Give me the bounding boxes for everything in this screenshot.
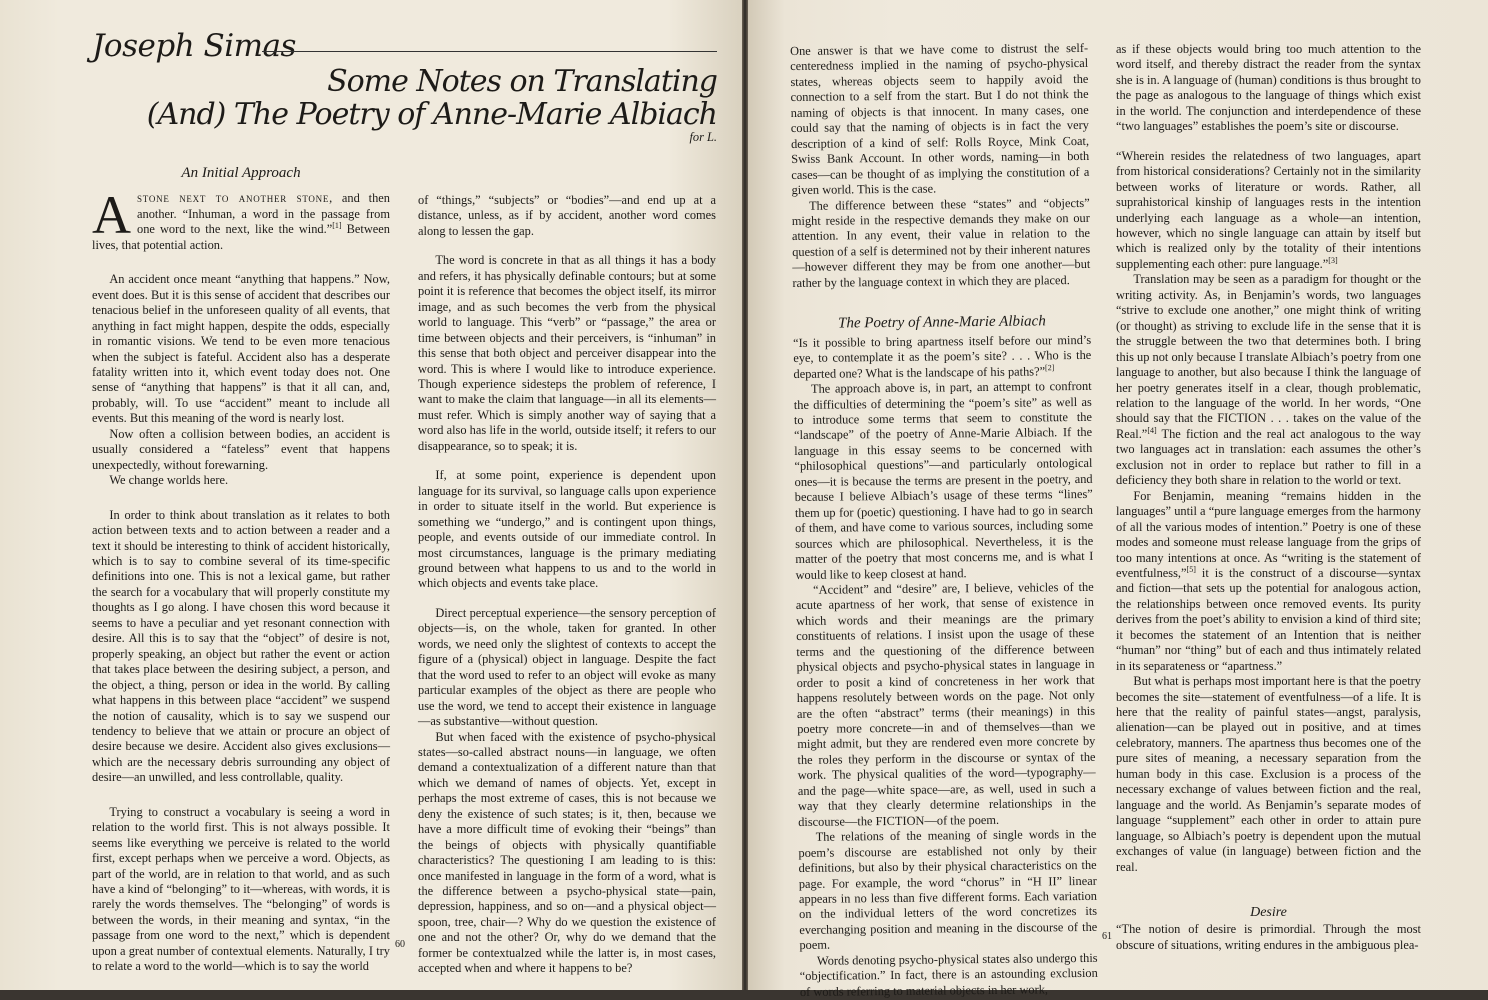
opening-text: and then another. “Inhuman, a word in the passage from one word to the next, like the wind.” (137, 191, 390, 237)
paragraph-tail: The fiction and the real act analogous to the way two languages act in translation: each assumes the other’s exclusion not in order to replace but rather to fill in a deficiency they both share in relation to the world or text. (1116, 426, 1421, 488)
paragraph: If, at some point, experience is dependent upon language for its survival, so language calls upon experience in order to situate itself in the world. But experience is something we “undergo,” and is contingent upon things, people, and events outside of our immediate control. In most circumstances, language is the primary mediating ground between what happens to us and to the world in which objects and events take place. (418, 468, 716, 591)
author-name: Joseph Simas (92, 28, 296, 64)
dedication: for L. (689, 130, 717, 144)
left-page (0, 0, 742, 990)
footnote-ref: [4] (1147, 425, 1157, 435)
drop-cap: A (92, 185, 131, 246)
right-column-2 (1116, 42, 1421, 953)
article-title-line1: Some Notes on Translating (327, 64, 717, 99)
paragraph: Direct perceptual experience—the sensory perception of objects—is, on the whole, taken for granted. In other words, we need only the slightest of contexts to accept the figure of a (physical) object in language. Despite the fact that the word used to refer to an object will evoke as many particular examples of the object as there are people who use the word, we tend to accept their existence in language—as substantive—without question. (418, 605, 716, 729)
quote-text: “Wherein resides the relatedness of two languages, apart from historical considerations? Certainly not in the similarity between works of literature or words. Rather, all suprahistorical kinship of languages rests in the intention underlying each language as a whole—an intention, however, which no single language can attain by itself but which is realized only by the totality of their intentions supplementing each other: pure language.” (1116, 148, 1421, 271)
opening-small-caps: stone next to another stone, (137, 191, 333, 206)
footnote-ref: [5] (1186, 564, 1196, 574)
page-number-left: 60 (395, 939, 405, 950)
epigraph-quote (793, 333, 1091, 382)
paragraph: “The notion of desire is primordial. Through the most obscure of situations, writing endures in the ambiguous plea- (1116, 922, 1421, 952)
paragraph: Trying to construct a vocabulary is seeing a word in relation to the world first. This is not always possible. It seems like everything we perceive is related to the world first, except perhaps when we perceive a word. Objects, as part of the world, are in relation to that world, and as such have a kind of “belonging” to it—whereas, with words, it is rarely the words themselves. The “belonging” of words is between the words, in their meaning and syntax, “in the passage from one word to the next,” which is dependent upon a great number of contextual elements. Naturally, I try to relate a word to the world—which is to say the world (92, 804, 390, 974)
paragraph: as if these objects would bring too much attention to the word itself, and thereby distract the reader from the syntax she is in. A language of (human) conditions is thus brought to the page as analogous to the language of things which exist in the world. The conjunction and interdependence of these “two languages” establishes the poem’s site or discourse. (1116, 42, 1421, 134)
paragraph (1116, 489, 1421, 674)
paragraph: The difference between these “states” and “objects” might reside in the respective demands they make on our attention. In any event, their value in relation to the question of a self is determined not by their inherent natures—however different they may be from one another—but rather by the language context in which they are placed. (791, 195, 1091, 290)
paragraph: In order to think about translation as it relates to both action between texts and to action between a reader and a text it should be interesting to think of accident historically, which is to say to combine several of its time-specific definitions into one. This is not a lexical game, but rather the search for a vocabulary that will properly constitute my thoughts as I go along. I have chosen this word because it seems to have a peculiar and yet resonant connection with desire. All this is to say that the “object” of desire is not, properly speaking, an object but rather the event or action that takes place between the desiring subject, a person, and the object, a thing, person or idea in the world. By calling what happens in this between place “accident” we suspend the notion of causality, which is to say we suspend our tendency to believe that we attain or procure an object of desire because we desire. Accident also gives exclusions—which are the necessary debris surrounding any object of desire—an unwilled, and less controllable, quality. (92, 507, 390, 785)
paragraph: One answer is that we have come to distrust the self-centeredness implied in the naming of psycho-physical states, whereas objects seem to happily avoid the connection to a self from the start. But I do not think the naming of objects is that innocent. In many cases, one could say that the naming of objects is in fact the very description of a kind of self: Rolls Royce, Mink Coat, Swiss Bank Account. In other words, naming—in both cases—can be thought of as implying the constitution of a given world. This is the case. (790, 40, 1090, 198)
paragraph-text: Translation may be seen as a paradigm for thought or the writing activity. As, in Benjamin’s words, two languages “strive to exclude one another,” one might think of writing (or thought) as striving to exclude life in the sense that it is the struggle between the two that determines both. I bring this up not only because I translate Albiach’s poetry from one language to another, but also because I think the language of her poetry generates itself in a clear, though problematic, relation to the language of the world. In her words, “One should say that the FICTION . . . takes on the value of the Real.” (1116, 272, 1421, 441)
opening-tail: Between lives, that potential action. (92, 222, 390, 252)
right-column-1 (790, 41, 1098, 1000)
paragraph: The relations of the meaning of single words in the poem’s discourse are established not only by their definitions, but also by their physical characteristics on the page. For example, the word “chorus” in “H II” linear appears in no less than five different forms. Each variation on the individual letters of the word concretizes its everchanging position and meaning in the discourse of the poem. (798, 827, 1098, 953)
benjamin-quote (1116, 149, 1421, 273)
paragraph: Words denoting psycho-physical states also undergo this “objectification.” In fact, there is an astounding exclusion of words referring to material objects in her work, (799, 950, 1098, 999)
paragraph: “Accident” and “desire” are, I believe, vehicles of the acute apartness of her work, that sense of existence in which words and their meanings are the primary constituents of relations. I insist upon the usage of these terms and the questioning of the difference between physical objects and psycho-physical states in language in order to posit a kind of concreteness in her work that happens resolutely between words on the page. Not only are the often “abstract” terms (their meanings) in this poetry more concrete—in and of themselves—than we might admit, but they are rendered even more concrete by the roles they perform in the discourse or syntax of the work. The physical qualities of the word—typography—and the page—white space—are, as well, used in such a way that they clearly determine relationships in the discourse—the FICTION—of the poem. (795, 579, 1097, 829)
left-column-2 (418, 193, 716, 977)
paragraph-text: For Benjamin, meaning “remains hidden in the languages” until a “pure language emerges from the harmony of all the various modes of intention.” Poetry is one of these modes and someone must release language from the grips of too many intentions at once. As “writing is the statement of eventfulness,” (1116, 488, 1421, 580)
right-page (748, 0, 1488, 999)
paragraph: Now often a collision between bodies, an accident is usually considered a “fateless” event that happens unexpectedly, without forewarning. (92, 426, 390, 472)
paragraph: The approach above is, in part, an attempt to confront the difficulties of determining the “poem’s site” as well as to introduce some terms that seem to constitute the “landscape” of the poetry of Anne-Marie Albiach. If the language in this essay seems to be concerned with “philosophical questions”—and particularly ontological ones—it is because the terms are present in the poetry, and because I believe Albiach’s usage of these terms “lines” them up for (poetic) questioning. I have had to go in search of them, and have come to various sources, including some sources which are philosophical. Nevertheless, it is the matter of the poetry that most concerns me, and is what I would like to keep closest at hand. (793, 378, 1094, 582)
paragraph: of “things,” “subjects” or “bodies”—and end up at a distance, unless, as if by accident, another word comes along to lessen the gap. (418, 193, 716, 238)
header-rule (262, 51, 717, 52)
paragraph: An accident once meant “anything that happens.” Now, event does. But it is this sense of accident that describes our tenacious belief in the unforeseen quality of all events, that anything in fact might happen, despite the odds, especially in romantic visions. We tend to be even more tenacious when the subject is fateful. Accident also has a desperate fatality written into it, which event today does not. One sense of “anything that happens” is that it all can, and, probably, will. To use “accident” meant to include all events. But this meaning of the word is nearly lost. (92, 272, 390, 426)
section-heading-desire: Desire (1250, 905, 1287, 921)
footnote-ref: [1] (332, 221, 342, 231)
quote-text: “Is it possible to bring apartness itself before our mind’s eye, to contemplate it as the poem’s site? . . . Who is the departed one? What is the landscape of his paths?” (793, 332, 1092, 381)
footnote-ref: [3] (1328, 255, 1338, 265)
left-column-1 (92, 166, 390, 975)
paragraph: But when faced with the existence of psycho-physical states—so-called abstract nouns—in language, we often demand a contextualization of a different nature than that which we demand of names of objects. Yet, except in perhaps the most extreme of cases, this is not because we deny the existence of such states; is it, then, because we have a more difficult time of evoking their “beings” than the beings of objects with physically quantifiable characteristics? The questioning I am leading to is this: once manifested in language in the form of a word, what is the difference between a psycho-physical state—pain, depression, happiness, and so on—and a physical object—spoon, tree, chair—? Why do we question the existence of one and not the other? Or, why do we demand that the former be contextualzed while the latter is, in most cases, accepted when and where it happens to be? (418, 729, 716, 976)
paragraph: The word is concrete in that as all things it has a body and refers, it has physically definable contours; but at some point it is reference that becomes the object itself, its mirror image, and as such becomes the verb from the physical world to language. This “verb” or “passage,” the area or time between objects and their perceivers, is “inhuman” in this sense that both object and perceiver disappear into the word. This is where I would like to introduce experience. Though experience sidesteps the problem of reference, I want to make the claim that language—in all its elements—must refer. Which is simply another way of saying that a word also has life in the world, outside itself; it refers to our disappearance, so to speak; it is. (418, 253, 716, 453)
paragraph-tail: it is the construct of a discourse—syntax and fiction—that sets up the potential for analogous action, the relationships between once removed events. Its purity derives from the poet’s ability to envision a kind of third site; it becomes the statement of an Intention that is neither “human” nor “thing” but of each and thus intimately related in its separateness or “apartness.” (1116, 565, 1421, 673)
section-heading-initial-approach: An Initial Approach (181, 165, 301, 181)
article-title-line2: (And) The Poetry of Anne-Marie Albiach (146, 97, 717, 132)
footnote-ref: [2] (1044, 362, 1055, 372)
paragraph: But what is perhaps most important here is that the poetry becomes the site—statement of eventfulness—of a life. It is here that the reality of painful states—angst, paralysis, alienation—can be played out in positive, and at times celebratory, manners. The apartness thus becomes one of the pure sites of meaning, a necessary separation from the human body in this case. Exclusion is a process of the necessary exchange of values between fiction and the real, language and the world. As Benjamin’s separate modes of language “supplement” each other in order to attain pure language, so Albiach’s poetry is dependent upon the mutual exchanges of value (in language) between fiction and the real. (1116, 674, 1421, 874)
section-heading-poetry: The Poetry of Anne-Marie Albiach (837, 313, 1046, 332)
paragraph: We change worlds here. (109, 473, 229, 488)
opening-paragraph (92, 185, 390, 253)
page-number-right: 61 (1102, 931, 1112, 942)
paragraph (1116, 272, 1421, 488)
